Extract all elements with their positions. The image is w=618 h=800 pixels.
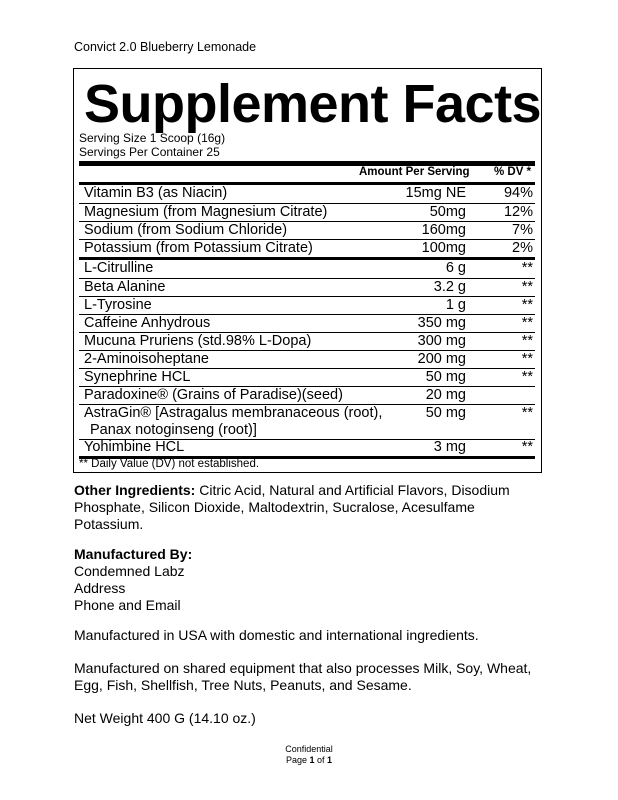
ingredient-dv: **	[521, 369, 533, 385]
ingredient-name: Synephrine HCL	[84, 369, 191, 385]
manufacturer-block	[74, 546, 544, 614]
nutrient-amount: 15mg NE	[405, 185, 466, 201]
manufacturer-address: Address	[74, 580, 126, 596]
ingredient-dv: **	[521, 405, 533, 421]
nutrient-dv: 2%	[512, 240, 533, 256]
manufacturer-contact: Phone and Email	[74, 597, 181, 613]
ingredient-dv: **	[521, 333, 533, 349]
footer-page-number	[0, 755, 618, 766]
ingredient-row	[84, 369, 535, 386]
page-of: of	[314, 755, 328, 765]
nutrient-amount: 50mg	[429, 204, 466, 220]
page-prefix: Page	[285, 755, 310, 765]
nutrient-name: Potassium (from Potassium Citrate)	[84, 240, 313, 256]
ingredient-name-continued: Panax notoginseng (root)]	[90, 422, 257, 438]
ingredient-name: L-Tyrosine	[84, 297, 152, 313]
nutrient-row	[84, 185, 535, 202]
ingredient-amount: 6 g	[445, 260, 466, 276]
ingredient-name: L-Citrulline	[84, 260, 154, 276]
other-ingredients	[74, 482, 544, 533]
ingredient-amount: 3.2 g	[433, 279, 466, 295]
document-title: Convict 2.0 Blueberry Lemonade	[74, 40, 257, 54]
dv-header: % DV *	[494, 166, 532, 178]
ingredient-row	[84, 279, 535, 296]
ingredient-amount: 200 mg	[417, 351, 466, 367]
other-ingredients-text: Citric Acid, Natural and Artificial Flavors, Disodium Phosphate, Silicon Dioxide, Maltodextrin, Sucralose, Acesulfame Potassium.	[74, 482, 510, 532]
ingredient-row	[84, 405, 535, 439]
amount-per-serving-header: Amount Per Serving	[359, 166, 470, 178]
ingredient-name: Beta Alanine	[84, 279, 166, 295]
nutrient-dv: 12%	[503, 204, 533, 220]
ingredient-dv: **	[521, 439, 533, 455]
ingredient-amount: 300 mg	[417, 333, 466, 349]
nutrient-row	[84, 204, 535, 221]
ingredient-amount: 350 mg	[417, 315, 466, 331]
origin-statement: Manufactured in USA with domestic and international ingredients.	[74, 627, 479, 643]
ingredient-row	[84, 260, 535, 277]
ingredient-row	[84, 333, 535, 350]
ingredient-row	[84, 439, 535, 456]
ingredient-row	[84, 297, 535, 314]
dv-footnote: ** Daily Value (DV) not established.	[79, 458, 260, 470]
nutrient-name: Magnesium (from Magnesium Citrate)	[84, 204, 328, 220]
panel-title: Supplement Facts	[84, 74, 542, 134]
ingredient-amount: 1 g	[445, 297, 466, 313]
nutrient-amount: 100mg	[421, 240, 466, 256]
footer-confidential: Confidential	[285, 744, 333, 754]
ingredient-name: 2-Aminoisoheptane	[84, 351, 209, 367]
ingredient-amount: 3 mg	[433, 439, 466, 455]
manufacturer-label: Manufactured By:	[74, 546, 193, 562]
allergen-statement: Manufactured on shared equipment that also processes Milk, Soy, Wheat, Egg, Fish, Shellfish, Tree Nuts, Peanuts, and Sesame.	[74, 660, 532, 693]
page-total: 1	[327, 755, 333, 765]
ingredient-amount: 50 mg	[425, 369, 466, 385]
ingredient-dv: **	[521, 260, 533, 276]
ingredient-dv: **	[521, 297, 533, 313]
ingredient-row	[84, 387, 535, 404]
supplement-facts-panel	[73, 68, 542, 473]
nutrient-dv: 94%	[503, 185, 533, 201]
nutrient-amount: 160mg	[421, 222, 466, 238]
ingredient-name: AstraGin® [Astragalus membranaceous (root),	[84, 405, 383, 421]
net-weight: Net Weight 400 G (14.10 oz.)	[74, 710, 256, 726]
ingredient-name: Paradoxine® (Grains of Paradise)(seed)	[84, 387, 343, 403]
ingredient-row	[84, 351, 535, 368]
nutrient-row	[84, 222, 535, 239]
nutrient-name: Vitamin B3 (as Niacin)	[84, 185, 228, 201]
ingredient-dv: **	[521, 279, 533, 295]
servings-per-container: Servings Per Container 25	[79, 145, 220, 159]
ingredient-name: Caffeine Anhydrous	[84, 315, 211, 331]
ingredient-amount: 20 mg	[425, 387, 466, 403]
serving-size: Serving Size 1 Scoop (16g)	[79, 131, 226, 145]
ingredient-name: Yohimbine HCL	[84, 439, 185, 455]
nutrient-dv: 7%	[512, 222, 533, 238]
ingredient-amount: 50 mg	[425, 405, 466, 421]
other-ingredients-label: Other Ingredients:	[74, 482, 196, 498]
manufacturer-name: Condemned Labz	[74, 563, 185, 579]
ingredient-dv: **	[521, 351, 533, 367]
page-current: 1	[309, 755, 315, 765]
nutrient-name: Sodium (from Sodium Chloride)	[84, 222, 288, 238]
ingredient-name: Mucuna Pruriens (std.98% L-Dopa)	[84, 333, 312, 349]
ingredient-dv: **	[521, 315, 533, 331]
ingredient-row	[84, 315, 535, 332]
nutrient-row	[84, 240, 535, 257]
